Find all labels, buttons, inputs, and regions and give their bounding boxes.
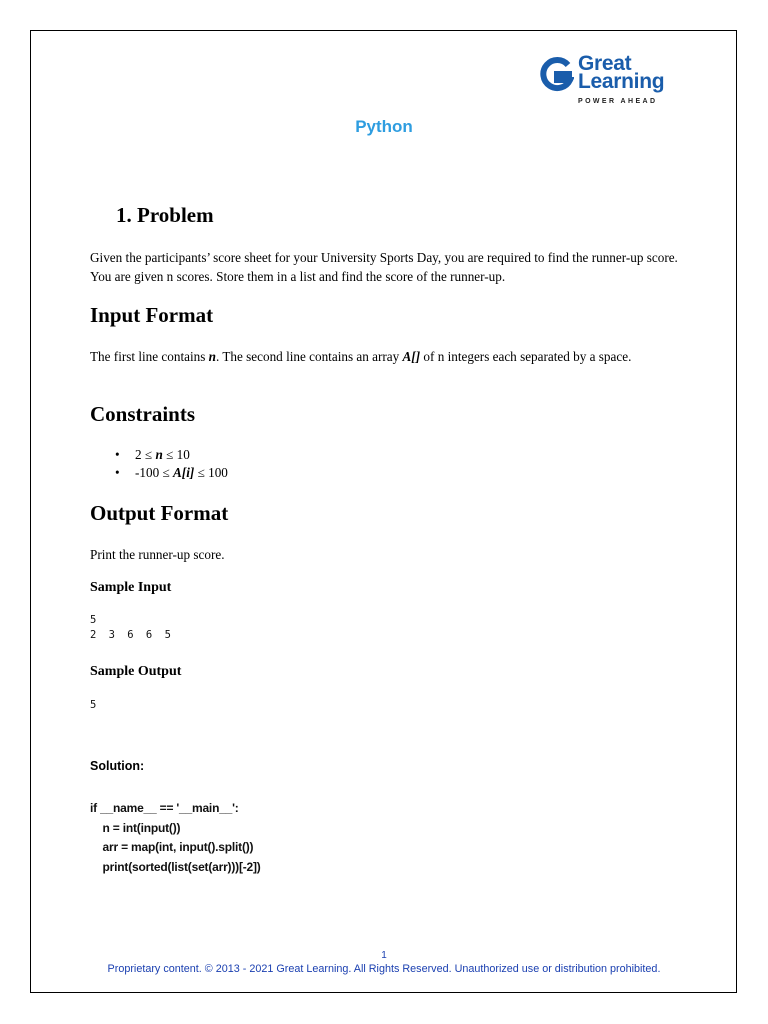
input-format-heading: Input Format <box>90 303 214 327</box>
constraint-pre: -100 ≤ <box>135 465 174 480</box>
constraint-item <box>90 446 228 464</box>
code-line: arr = map(int, input().split()) <box>90 840 254 854</box>
logo-text-great: Great <box>578 52 632 75</box>
logo-tagline: POWER AHEAD <box>578 98 658 105</box>
footer-copyright: Proprietary content. © 2013 - 2021 Great Learning. All Rights Reserved. Unauthorized use or distribution prohibited. <box>107 963 661 975</box>
sample-output-heading: Sample Output <box>90 664 182 679</box>
constraint-var: n <box>155 447 163 462</box>
solution-label: Solution: <box>90 759 145 773</box>
sample-input-line2: 2 3 6 6 5 <box>90 629 174 641</box>
logo-g-icon <box>540 56 574 94</box>
page-number: 1 <box>381 950 387 961</box>
solution-code <box>90 799 261 877</box>
input-format-var-n: n <box>208 349 216 364</box>
input-format-var-arr: A[] <box>402 349 421 364</box>
output-format-text: Print the runner-up score. <box>90 547 225 562</box>
constraint-pre: 2 ≤ <box>135 447 156 462</box>
logo-text-learning: Learning <box>578 70 665 93</box>
constraints-heading: Constraints <box>90 402 196 426</box>
input-format-text-suffix: of n integers each separated by a space. <box>420 349 632 364</box>
constraint-post: ≤ 10 <box>162 447 190 462</box>
sample-input-heading: Sample Input <box>90 580 172 595</box>
constraints-list <box>90 446 228 482</box>
constraint-item <box>90 464 228 482</box>
input-format-text-mid: . The second line contains an array <box>216 349 403 364</box>
page-title: Python <box>355 117 413 136</box>
input-format-text-prefix: The first line contains <box>90 349 209 364</box>
input-format-text <box>90 347 680 366</box>
code-line: if __name__ == '__main__': <box>90 801 239 815</box>
problem-heading: 1. Problem <box>116 203 214 227</box>
code-line: n = int(input()) <box>90 820 181 835</box>
code-line: print(sorted(list(set(arr)))[-2]) <box>90 859 261 874</box>
sample-input-line1: 5 <box>90 614 97 626</box>
great-learning-logo <box>540 54 675 110</box>
sample-output-value: 5 <box>90 699 97 711</box>
constraint-var: A[i] <box>173 465 195 480</box>
output-format-heading: Output Format <box>90 501 229 525</box>
problem-text: Given the participants’ score sheet for your University Sports Day, you are required to find the runner-up score. You are given n scores. Store them in a list and find the score of the runner-up. <box>90 250 678 284</box>
constraint-post: ≤ 100 <box>194 465 228 480</box>
